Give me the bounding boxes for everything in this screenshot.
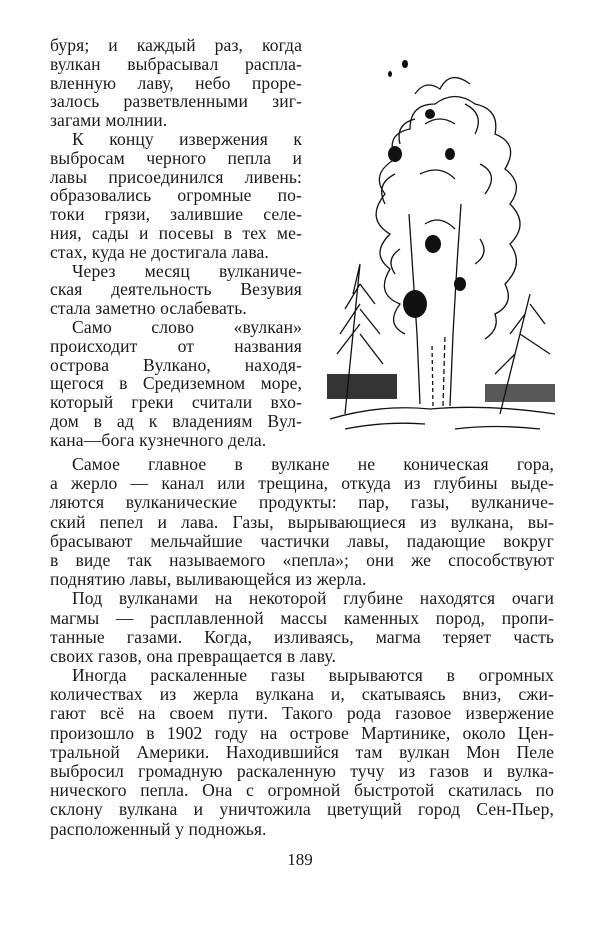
text-line: произошло в 1902 году на острове Мартинике, около Цен- — [50, 722, 554, 743]
text-line: острова Вулкано, находя- — [50, 354, 302, 375]
text-line: Под вулканами на некоторой глубине находятся очаги — [72, 588, 554, 609]
text-line: а жерло — канал или трещина, откуда из глубины выде- — [50, 473, 554, 494]
text-line: брасывают мельчайшие частички лавы, падающие вокруг — [50, 530, 554, 551]
text-line: своих газов, она превращается в лаву. — [50, 645, 337, 666]
left-text-column — [50, 36, 302, 450]
text-line: нического пепла. Она с огромной быстротой скатилась по — [50, 780, 554, 801]
text-line: расположенный у подножья. — [50, 818, 267, 839]
text-line: щегося в Средиземном море, — [50, 373, 302, 394]
text-line: вленную лаву, небо проре- — [50, 72, 302, 93]
text-line: кана—бога кузнечного дела. — [50, 429, 267, 450]
text-line: выбросил громадную раскаленную тучу из газов и вулка- — [50, 761, 554, 781]
text-line: танные газами. Когда, изливаясь, магма теряет часть — [50, 626, 554, 647]
paragraph — [50, 455, 554, 589]
text-line: залось разветвленными зиг- — [50, 91, 302, 112]
text-line: количествах из жерла вулкана и, скатываясь вниз, сжи- — [50, 684, 554, 705]
paragraph — [50, 318, 302, 450]
text-line: Самое главное в вулкане не коническая гора, — [72, 454, 554, 474]
text-line: токи грязи, залившие селе- — [50, 204, 302, 225]
paragraph — [50, 262, 302, 318]
text-line: выбросам черного пепла и — [50, 147, 302, 168]
text-line: ский пепел и лава. Газы, вырывающиеся из вулкана, вы- — [50, 511, 554, 532]
text-line: буря; и каждый раз, когда — [50, 35, 302, 55]
page-number: 189 — [287, 850, 313, 869]
text-line: загами молнии. — [50, 110, 168, 131]
text-line: Само слово «вулкан» — [72, 316, 302, 337]
text-line: ния, сады и посевы в тех ме- — [50, 222, 302, 243]
text-line: образовались огромные по- — [50, 185, 302, 206]
full-width-text-column — [50, 455, 554, 839]
text-line: стала заметно ослабевать. — [50, 298, 247, 319]
text-line: поднятию лавы, выливающейся из жерла. — [50, 569, 367, 590]
paragraph — [50, 589, 554, 666]
paragraph — [50, 130, 302, 262]
text-line: вулкан выбрасывал распла- — [50, 53, 302, 74]
text-line: дом в ад к владениям Вул- — [50, 410, 302, 431]
text-line: Через месяц вулканиче- — [72, 260, 302, 281]
text-line: в виде так называемого «пепла»; они же способствуют — [50, 549, 554, 570]
text-line: ляются вулканические продукты: пар, газы, вулканиче- — [50, 492, 554, 513]
text-line: гают всё на своем пути. Такого рода газовое извержение — [50, 703, 554, 724]
text-line: магмы — расплавленной массы каменных пород, пропи- — [50, 607, 554, 628]
text-line: К концу извержения к — [72, 128, 302, 149]
paragraph — [50, 666, 554, 839]
text-line: происходит от названия — [50, 335, 302, 356]
text-line: склону вулкана и уничтожила цветущий город Сен-Пьер, — [50, 799, 554, 820]
text-line: Иногда раскаленные газы вырываются в огромных — [72, 665, 554, 686]
text-line: ская деятельность Везувия — [50, 279, 302, 300]
text-line: лавы присоединился ливень: — [50, 166, 302, 187]
paragraph — [50, 36, 302, 130]
text-line: который греки считали вхо- — [50, 392, 302, 413]
text-line: стах, куда не достигала лава. — [50, 241, 269, 262]
text-line: тральной Америки. Находившийся там вулкан Мон Пеле — [50, 741, 554, 762]
volcano-eruption-illustration — [325, 34, 560, 444]
